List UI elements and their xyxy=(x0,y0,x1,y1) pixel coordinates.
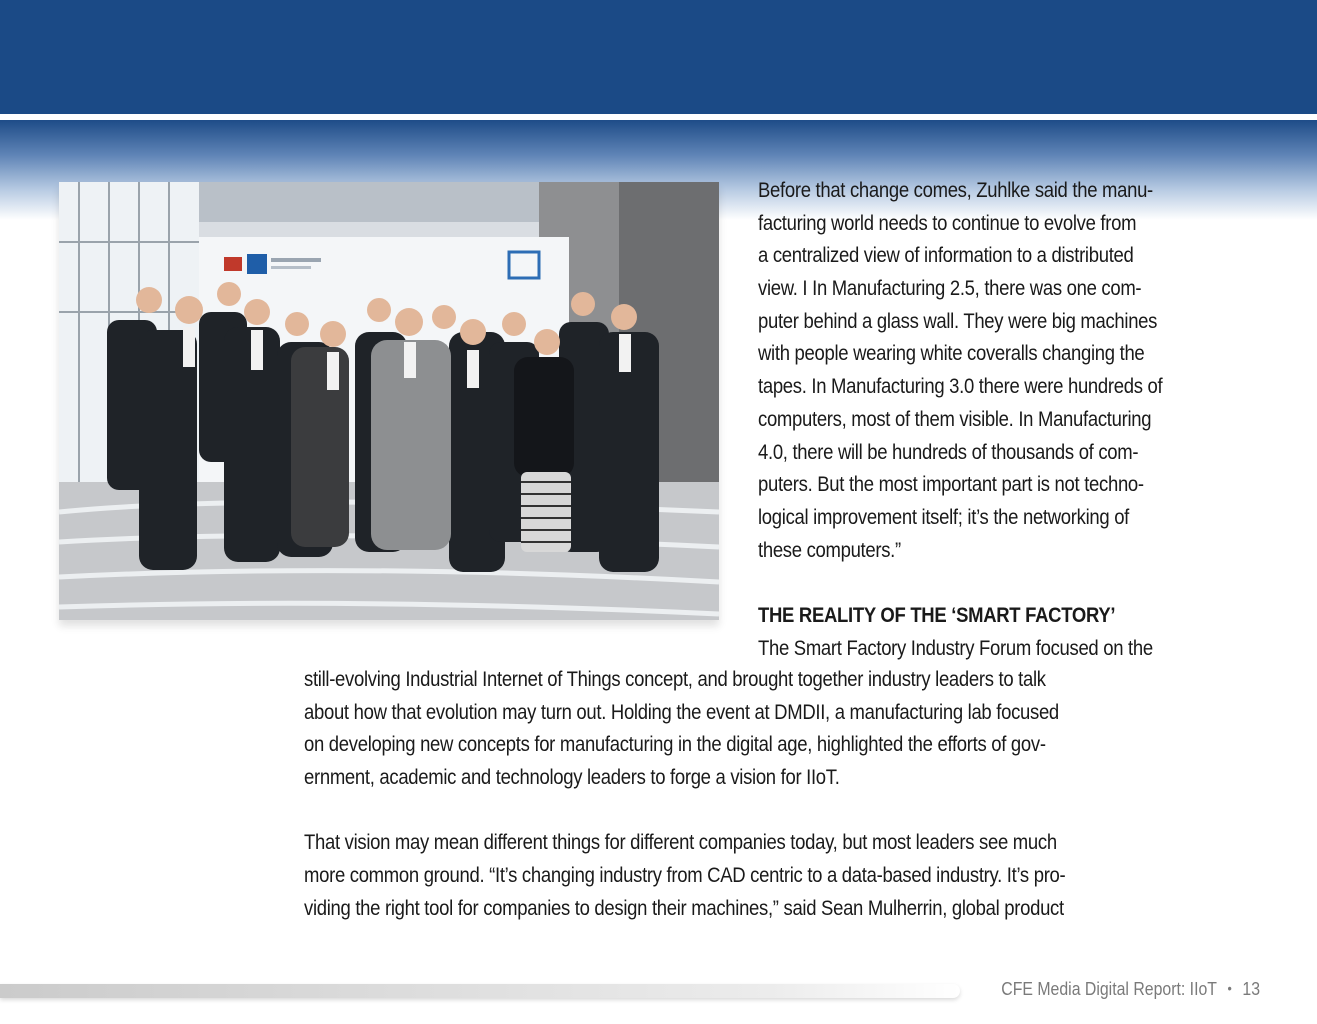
text-line: logical improvement itself; it’s the networking of xyxy=(758,504,1130,529)
text-line: a centralized view of information to a distributed xyxy=(758,243,1134,268)
header-band xyxy=(0,0,1317,114)
group-photo-image xyxy=(59,182,719,620)
text-line: view. I In Manufacturing 2.5, there was one com- xyxy=(758,276,1142,301)
text-line: on developing new concepts for manufacturing in the digital age, highlighted the efforts of gov- xyxy=(304,732,1046,757)
text-line: ernment, academic and technology leaders to forge a vision for IIoT. xyxy=(304,765,840,790)
article-column-wide xyxy=(304,663,1065,925)
text-line: The Smart Factory Industry Forum focused on the xyxy=(758,635,1153,660)
text-line: That vision may mean different things for different companies today, but most leaders see much xyxy=(304,830,1057,855)
text-line: still-evolving Industrial Internet of Things concept, and brought together industry leaders to talk xyxy=(304,667,1046,691)
publication-title: CFE Media Digital Report: IIoT xyxy=(1001,979,1217,999)
footer-separator: • xyxy=(1227,980,1232,996)
text-line: viding the right tool for companies to design their machines,” said Sean Mulherrin, global product xyxy=(304,895,1064,920)
text-line: puters. But the most important part is not techno- xyxy=(758,472,1144,497)
text-line: Before that change comes, Zuhlke said the manu- xyxy=(758,178,1153,202)
blank-line xyxy=(758,566,1162,599)
text-line: about how that evolution may turn out. Holding the event at DMDII, a manufacturing lab focused xyxy=(304,699,1059,724)
footer-rule xyxy=(0,984,960,998)
page-number: 13 xyxy=(1242,979,1260,999)
text-line: puter behind a glass wall. They were big machines xyxy=(758,308,1158,333)
section-heading: THE REALITY OF THE ‘SMART FACTORY’ xyxy=(758,602,1116,627)
text-line: computers, most of them visible. In Manufacturing xyxy=(758,406,1152,431)
article-column-right xyxy=(758,174,1162,664)
text-line: with people wearing white coveralls changing the xyxy=(758,341,1145,366)
text-line: facturing world needs to continue to evolve from xyxy=(758,210,1137,235)
page-footer xyxy=(1001,979,1260,1000)
text-line: tapes. In Manufacturing 3.0 there were hundreds of xyxy=(758,374,1163,399)
text-line: 4.0, there will be hundreds of thousands of com- xyxy=(758,439,1139,464)
text-line: more common ground. “It’s changing industry from CAD centric to a data-based industry. It’s pro- xyxy=(304,863,1066,888)
blank-line xyxy=(304,794,1065,827)
group-photo xyxy=(59,182,719,620)
text-line: these computers.” xyxy=(758,537,901,562)
